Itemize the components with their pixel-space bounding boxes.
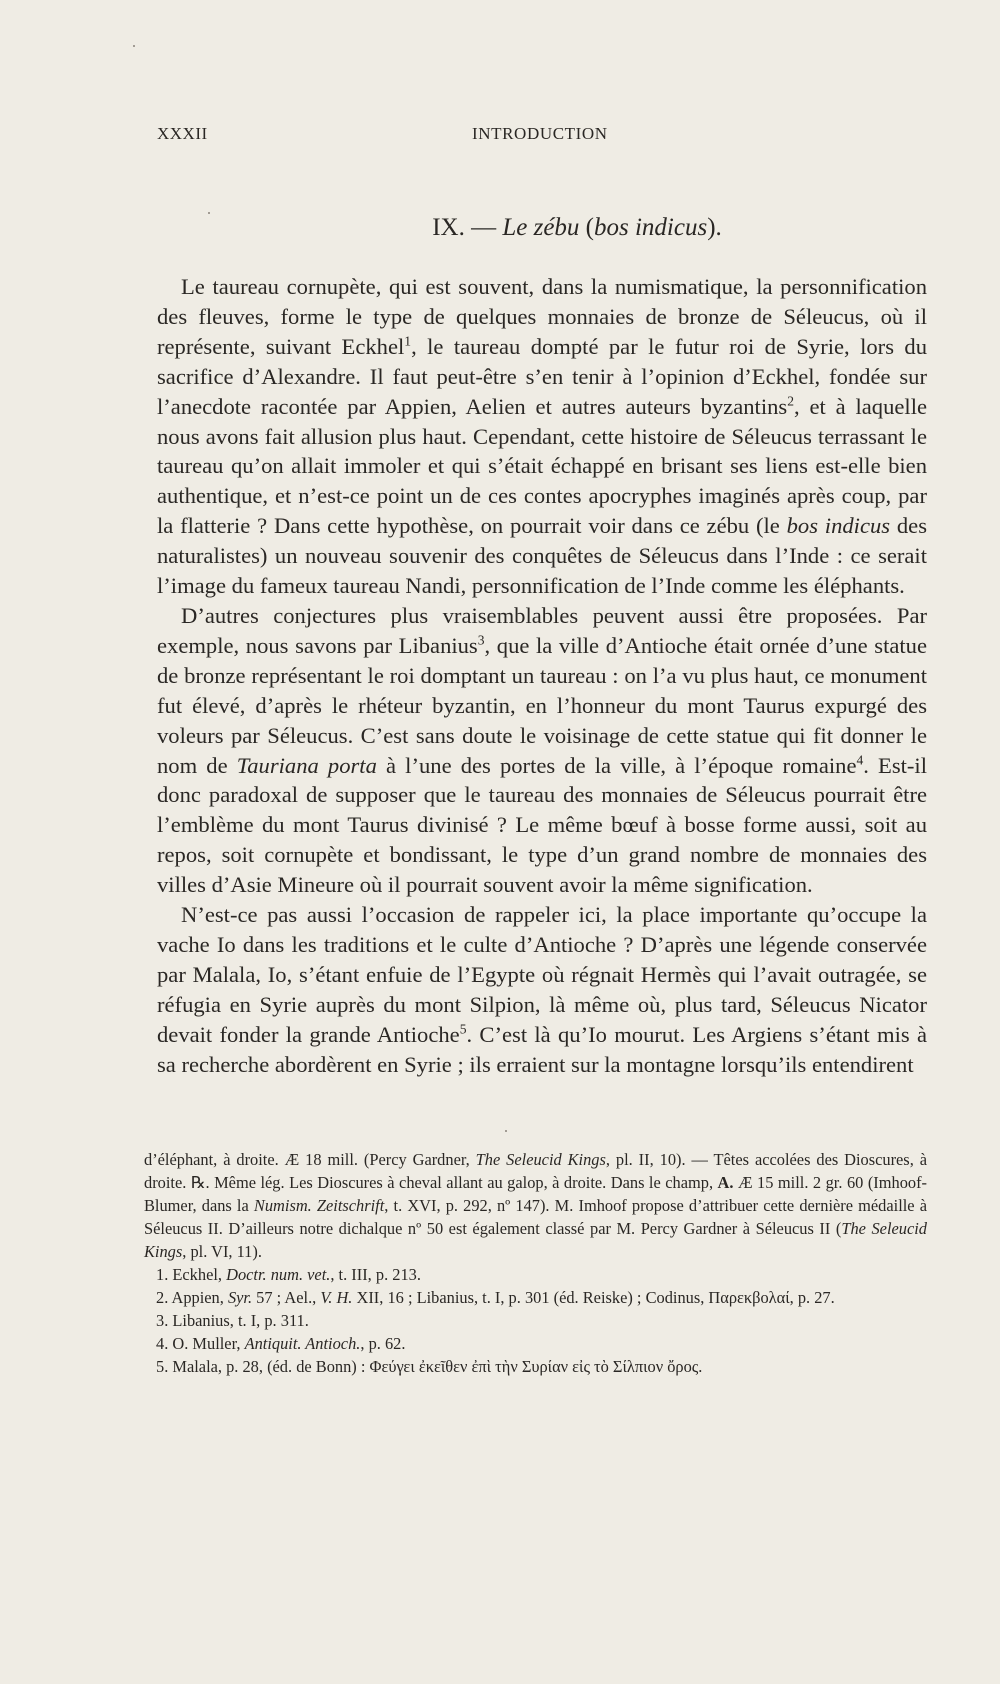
footnote-number: 5. bbox=[156, 1357, 169, 1376]
paragraph-2 bbox=[157, 601, 927, 900]
footnote-4-a: O. Muller, bbox=[168, 1334, 245, 1353]
footnotes bbox=[144, 1148, 927, 1378]
footnote-2-italic: Syr. bbox=[227, 1288, 253, 1307]
footnote-1-b: , t. III, p. 213. bbox=[330, 1265, 421, 1284]
section-heading bbox=[157, 214, 927, 242]
footnote-1-a: Eckhel, bbox=[168, 1265, 227, 1284]
footnote-1 bbox=[144, 1263, 927, 1286]
section-subtitle-close: ). bbox=[707, 214, 722, 241]
footnote-3-a: Libanius, t. I, p. 311. bbox=[168, 1311, 309, 1330]
footnote-continuation-d: , t. XVI, p. 292, nº 147). M. Imhoof propose d’attribuer cette dernière médaille à Séleucus II. D’ailleurs notre dichalque nº 50 est également classé par M. Percy Gardner à Séleucus II ( bbox=[144, 1196, 927, 1238]
paragraph-2-italic: Tauriana porta bbox=[236, 752, 377, 778]
footnote-4 bbox=[144, 1332, 927, 1355]
footnote-ref-2: 2 bbox=[787, 393, 794, 409]
footnote-number: 1. bbox=[156, 1265, 169, 1284]
footnote-5-a: Malala, p. 28, (éd. de Bonn) : Φεύγει ἐκεῖθεν ἐπὶ τὴν Συρίαν εἰς τὸ Σίλπιον ὄρος. bbox=[168, 1357, 703, 1376]
paragraph-2-text-c: à l’une des portes de la ville, à l’époque romaine bbox=[376, 752, 857, 778]
footnote-continuation-a: d’éléphant, à droite. Æ 18 mill. (Percy Gardner, bbox=[144, 1150, 476, 1169]
paper-speck bbox=[133, 45, 135, 47]
footnote-continuation bbox=[144, 1148, 927, 1263]
footnote-ref-1: 1 bbox=[404, 333, 412, 349]
footnote-ref-3: 3 bbox=[477, 632, 485, 648]
footnote-continuation-italic-3: The Seleucid Kings bbox=[144, 1219, 927, 1261]
paragraph-1-text-b: , le taureau dompté par le futur roi de Syrie, lors du sacrifice d’Alexandre. Il faut peut-être s’en tenir à l’opinion d’Eckhel, fondée sur l’anecdote racontée par Appien, Aelien et autres auteurs byzantins bbox=[157, 333, 927, 419]
footnote-number: 4. bbox=[156, 1334, 169, 1353]
running-head bbox=[157, 124, 857, 150]
footnote-ref-4: 4 bbox=[856, 751, 864, 767]
paragraph-3-text-b: . C’est là qu’Io mourut. Les Argiens s’étant mis à sa recherche abordèrent en Syrie ; ils erraient sur la montagne lorsqu’ils entendirent bbox=[157, 1021, 927, 1077]
paragraph-3-text-a: N’est-ce pas aussi l’occasion de rappeler ici, la place importante qu’occupe la vache Io dans les traditions et le culte d’Antioche ? D’après une légende conservée par Malala, Io, s’étant enfuie de l’Egypte où régnait Hermès qui l’avait outragée, se réfugia en Syrie auprès du mont Silpion, là même où, plus tard, Séleucus Nicator devait fonder la grande Antioche bbox=[157, 902, 927, 1047]
paragraph-1-text-c: , et à laquelle nous avons fait allusion plus haut. Cependant, cette histoire de Séleucus terrassant le taureau qu’on allait immoler et qui s’était échappé en brisant ses liens est-elle bien authentique, et n’est-ce point un de ces contes apocryphes imaginés après coup, par la flatterie ? Dans cette hypothèse, on pourrait voir dans ce zébu (le bbox=[157, 393, 927, 539]
main-text bbox=[157, 272, 927, 1079]
paragraph-1 bbox=[157, 272, 927, 601]
footnote-continuation-c: Æ 15 mill. 2 gr. 60 (Imhoof-Blumer, dans la bbox=[144, 1173, 927, 1215]
paragraph-2-text-d: . Est-il donc paradoxal de supposer que le taureau des monnaies de Séleucus pourrait être l’emblème du mont Taurus divinisé ? Le même bœuf à bosse forme aussi, soit au repos, soit cornupète et bondissant, le type d’un grand nombre de monnaies des villes d’Asie Mineure où il pourrait souvent avoir la même signification. bbox=[157, 752, 927, 898]
paragraph-1-italic: bos indicus bbox=[786, 513, 891, 539]
paper-speck bbox=[505, 1130, 507, 1132]
footnote-2 bbox=[144, 1286, 927, 1309]
footnote-continuation-italic-1: The Seleucid Kings bbox=[475, 1150, 606, 1169]
paragraph-2-text-a: D’autres conjectures plus vraisemblables peuvent aussi être proposées. Par exemple, nous savons par Libanius bbox=[157, 602, 927, 658]
paragraph-3 bbox=[157, 900, 927, 1079]
footnote-5 bbox=[144, 1355, 927, 1378]
footnote-2-italic-2: V. H. bbox=[320, 1288, 353, 1307]
footnote-2-a: Appien, bbox=[168, 1288, 228, 1307]
paragraph-1-text-d: des naturalistes) un nouveau souvenir des conquêtes de Séleucus dans l’Inde : ce serait l’image du fameux taureau Nandi, personnification de l’Inde comme les éléphants. bbox=[157, 513, 927, 599]
page-number: XXXII bbox=[157, 124, 208, 143]
paragraph-1-text-a: Le taureau cornupète, qui est souvent, dans la numismatique, la personnification des fleuves, forme le type de quelques monnaies de bronze de Séleucus, où il représente, suivant Eckhel bbox=[157, 274, 927, 359]
footnote-2-b: 57 ; Ael., bbox=[252, 1288, 321, 1307]
section-subtitle: bos indicus bbox=[594, 214, 708, 241]
section-title: Le zébu bbox=[502, 214, 580, 241]
footnote-continuation-b: , pl. II, 10). — Têtes accolées des Dioscures, à droite. ℞. Même lég. Les Dioscures à cheval allant au galop, à droite. Dans le champ, bbox=[144, 1150, 927, 1192]
footnote-number: 3. bbox=[156, 1311, 169, 1330]
monogram: A. bbox=[717, 1173, 734, 1192]
footnote-3 bbox=[144, 1309, 927, 1332]
paragraph-2-text-b: , que la ville d’Antioche était ornée d’une statue de bronze représentant le roi domptant un taureau : on l’a vu plus haut, ce monument fut élevé, d’après le rhéteur byzantin, en l’honneur du mont Taurus expurgé des voleurs par Séleucus. C’est sans doute le voisinage de cette statue qui fit donner le nom de bbox=[157, 632, 927, 778]
footnote-1-italic: Doctr. num. vet. bbox=[226, 1265, 331, 1284]
footnote-4-b: , p. 62. bbox=[360, 1334, 406, 1353]
footnote-4-italic: Antiquit. Antioch. bbox=[244, 1334, 361, 1353]
section-subtitle-open: ( bbox=[585, 214, 594, 241]
footnote-continuation-italic-2: Numism. Zeitschrift bbox=[253, 1196, 385, 1215]
footnote-number: 2. bbox=[156, 1288, 169, 1307]
footnote-2-c: XII, 16 ; Libanius, t. I, p. 301 (éd. Reiske) ; Codinus, Παρεκβολαί, p. 27. bbox=[352, 1288, 835, 1307]
section-number: IX. — bbox=[432, 214, 497, 241]
footnote-continuation-e: , pl. VI, 11). bbox=[182, 1242, 262, 1261]
paper-speck bbox=[208, 212, 210, 214]
running-title: INTRODUCTION bbox=[472, 124, 608, 143]
footnote-ref-5: 5 bbox=[459, 1021, 467, 1037]
